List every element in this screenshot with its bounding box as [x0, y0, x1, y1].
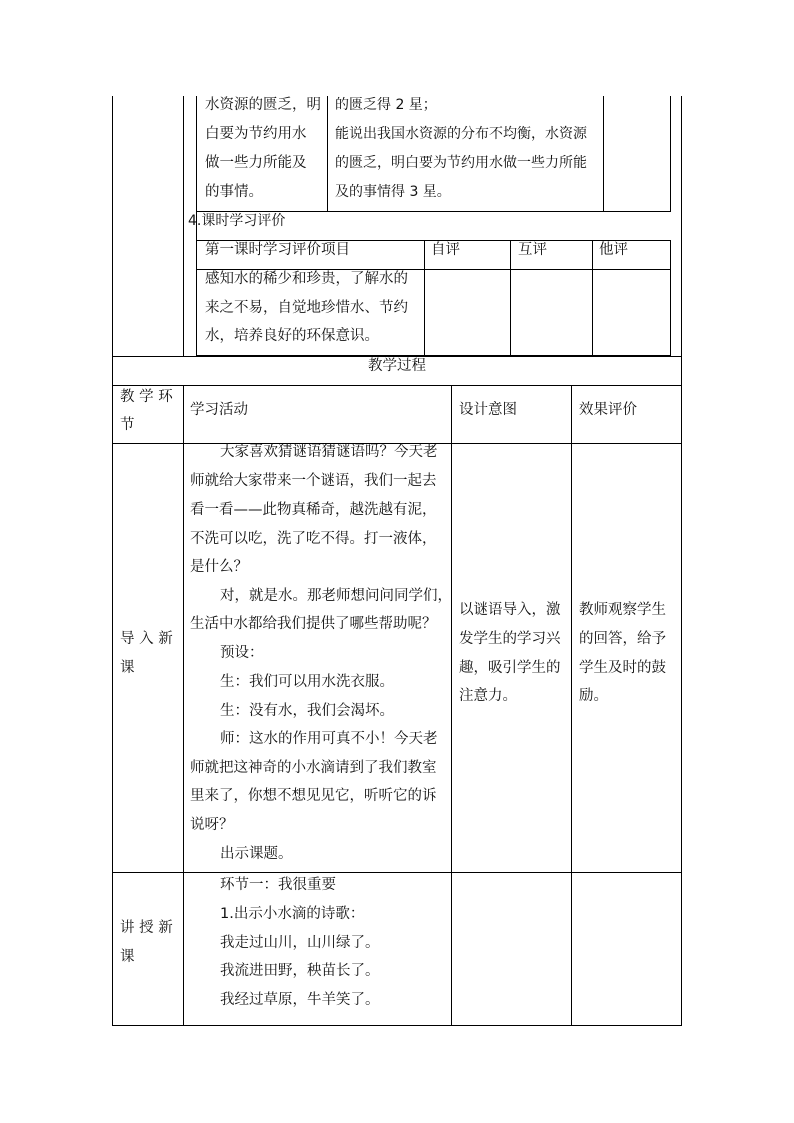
intent-line: 注意力。 — [459, 688, 517, 704]
activity-line: 里来了，你想不想见见它，听听它的诉 — [190, 788, 437, 804]
activity-line: 大家喜欢猜谜语猜谜语吗？今天老 — [220, 444, 438, 460]
activity-line: 师就给大家带来一个谜语，我们一起去 — [190, 473, 437, 489]
process-col-activity — [451, 385, 452, 1025]
intent-line: 趣，吸引学生的 — [459, 660, 561, 676]
activity-line: 1.出示小水滴的诗歌： — [220, 906, 365, 922]
stage-label-line: 导 入 新 — [120, 631, 173, 647]
header-stage-line: 节 — [120, 417, 135, 433]
eval-table-col2 — [510, 240, 511, 356]
stage-label-line: 讲 授 新 — [120, 920, 173, 936]
header-activity: 学习活动 — [190, 402, 248, 418]
eval-table-left — [196, 240, 197, 356]
eval-header-other: 他评 — [599, 242, 628, 258]
activity-line: 看一看——此物真稀奇，越洗越有泥， — [190, 502, 437, 518]
process-col-intent — [571, 385, 572, 1025]
activity-line: 说呀？ — [190, 817, 234, 833]
goal-line: 的事情。 — [205, 184, 263, 200]
process-title-bottom — [112, 385, 682, 386]
stage-label-line: 课 — [120, 949, 135, 965]
eval-item-line: 水，培养良好的环保意识。 — [205, 328, 379, 344]
effect-line: 的回答，给予 — [579, 631, 666, 647]
eval-table-col1 — [424, 240, 425, 356]
activity-line: 预设： — [220, 645, 264, 661]
outer-right-border — [681, 96, 682, 1026]
activity-line: 我流进田野，秧苗长了。 — [220, 963, 380, 979]
activity-line: 师就把这神奇的小水滴请到了我们教室 — [190, 760, 437, 776]
activity-line: 生活中水都给我们提供了哪些帮助呢？ — [190, 616, 437, 632]
effect-line: 学生及时的鼓 — [579, 660, 666, 676]
goal-line: 水资源的匮乏，明 — [205, 97, 321, 113]
activity-line: 生：我们可以用水洗衣服。 — [220, 674, 394, 690]
activity-line: 对，就是水。那老师想问问同学们， — [220, 588, 452, 604]
effect-line: 励。 — [579, 688, 608, 704]
eval-item-line: 来之不易，自觉地珍惜水、节约 — [205, 300, 408, 316]
header-intent: 设计意图 — [459, 402, 517, 418]
criteria-line: 的匮乏，明白要为节约用水做一些力所能 — [335, 155, 587, 171]
eval-header-item: 第一课时学习评价项目 — [205, 242, 350, 258]
outer-left-border — [112, 96, 113, 1026]
eval-table-col3 — [592, 240, 593, 356]
criteria-table-col2 — [603, 96, 604, 212]
activity-line: 生：没有水，我们会渴坏。 — [220, 703, 394, 719]
intent-line: 发学生的学习兴 — [459, 631, 561, 647]
process-col-stage — [183, 385, 184, 1025]
eval-table-right — [670, 240, 671, 356]
criteria-table-left — [196, 96, 197, 212]
goal-line: 做一些力所能及 — [205, 155, 307, 171]
stage-col-line-top — [183, 96, 184, 357]
effect-line: 教师观察学生 — [579, 602, 666, 618]
evaluation-heading: 4.课时学习评价 — [188, 213, 286, 229]
criteria-line: 及的事情得 3 星。 — [335, 184, 451, 200]
goal-line: 白要为节约用水 — [205, 126, 307, 142]
criteria-table-col1 — [327, 96, 328, 212]
eval-header-peer: 互评 — [518, 242, 547, 258]
process-title: 教学过程 — [368, 358, 426, 374]
outer-bottom-border — [112, 1025, 682, 1026]
header-effect: 效果评价 — [579, 402, 637, 418]
criteria-line: 的匮乏得 2 星； — [335, 97, 437, 113]
activity-line: 不洗可以吃，洗了吃不得。打一液体， — [190, 531, 437, 547]
header-stage-line: 教 学 环 — [120, 389, 173, 405]
criteria-table-right — [670, 96, 671, 212]
activity-line: 环节一：我很重要 — [220, 877, 336, 893]
eval-header-self: 自评 — [431, 242, 460, 258]
activity-line: 出示课题。 — [220, 846, 293, 862]
stage-label-line: 课 — [120, 660, 135, 676]
activity-line: 是什么？ — [190, 559, 248, 575]
process-row1-bottom — [112, 872, 682, 873]
eval-item-line: 感知水的稀少和珍贵，了解水的 — [205, 271, 408, 287]
activity-line: 师：这水的作用可真不小！今天老 — [220, 731, 438, 747]
intent-line: 以谜语导入，激 — [459, 602, 561, 618]
criteria-line: 能说出我国水资源的分布不均衡，水资源 — [335, 126, 587, 142]
activity-line: 我走过山川，山川绿了。 — [220, 935, 380, 951]
activity-line: 我经过草原，牛羊笑了。 — [220, 992, 380, 1008]
